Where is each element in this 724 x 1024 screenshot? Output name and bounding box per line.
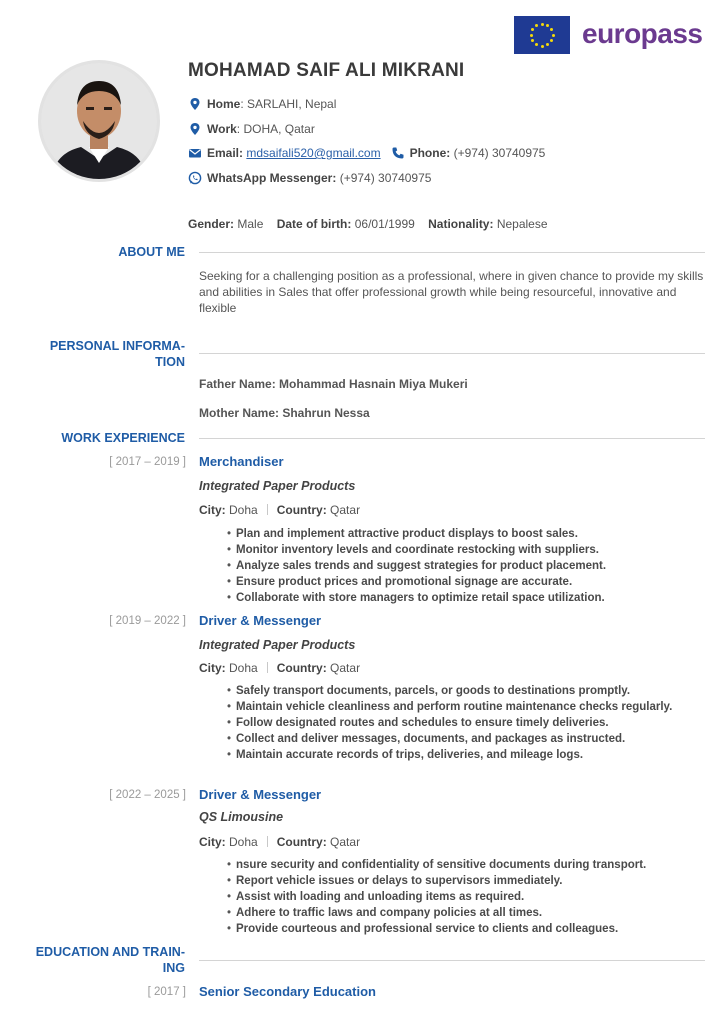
email-label: Email: (207, 146, 244, 160)
home-label: Home (207, 97, 241, 111)
location-pin-icon (188, 122, 202, 136)
email-link[interactable]: mdsaifali520@gmail.com (246, 146, 381, 160)
section-title-education-line1: EDUCATION AND TRAIN- (35, 945, 185, 959)
email-icon (188, 146, 202, 160)
section-divider (199, 252, 705, 253)
country-value: Qatar (330, 661, 361, 675)
location-separator (267, 662, 268, 673)
dob-label: Date of birth: (276, 217, 352, 231)
whatsapp-line (188, 171, 431, 185)
country-label: Country: (276, 503, 327, 517)
job-title: Driver & Messenger (199, 613, 322, 628)
city-label: City: (199, 503, 226, 517)
location-separator (267, 836, 268, 847)
country-value: Qatar (330, 503, 361, 517)
whatsapp-label: WhatsApp Messenger: (207, 171, 337, 185)
phone-icon (391, 146, 405, 160)
europass-logo-text: europass (582, 18, 703, 49)
country-label: Country: (276, 835, 327, 849)
duty-item: • Monitor inventory levels and coordinate restocking with suppliers. (227, 542, 707, 558)
whatsapp-value: (+974) 30740975 (339, 171, 432, 185)
home-address (188, 97, 336, 111)
work-label: Work (207, 122, 237, 136)
eu-star-icon (531, 39, 534, 42)
phone-value: (+974) 30740975 (453, 146, 546, 160)
mother-name: Mother Name: Shahrun Nessa (199, 406, 370, 420)
section-title-personal (0, 338, 185, 370)
nationality-value: Nepalese (496, 217, 548, 231)
duty-item: • Assist with loading and unloading items as required. (227, 889, 707, 905)
section-title-personal-line2: TION (155, 355, 185, 369)
duty-item: • Maintain accurate records of trips, deliveries, and mileage logs. (227, 747, 707, 763)
section-title-work: WORK EXPERIENCE (61, 431, 185, 445)
duty-item: • nsure security and confidentiality of sensitive documents during transport. (227, 857, 707, 873)
phone-label: Phone: (409, 146, 451, 160)
profile-photo (38, 60, 160, 182)
duty-item: • Analyze sales trends and suggest strategies for product placement. (227, 558, 707, 574)
eu-star-icon (535, 24, 538, 27)
candidate-name: MOHAMAD SAIF ALI MIKRANI (188, 60, 465, 81)
eu-star-icon (535, 43, 538, 46)
city-value: Doha (229, 661, 258, 675)
duty-item: • Provide courteous and professional service to clients and colleagues. (227, 921, 707, 937)
eu-star-icon (531, 28, 534, 31)
country-value: Qatar (330, 835, 361, 849)
job-duties (227, 857, 707, 937)
duty-item: • Report vehicle issues or delays to supervisors immediately. (227, 873, 707, 889)
section-title-personal-line1: PERSONAL INFORMA- (49, 339, 185, 353)
job-location (199, 835, 360, 849)
demographics-line (188, 217, 548, 231)
duty-item: • Ensure product prices and promotional signage are accurate. (227, 574, 707, 590)
city-value: Doha (229, 835, 258, 849)
section-title-about: ABOUT ME (118, 245, 185, 259)
section-title-education (0, 944, 185, 976)
city-label: City: (199, 661, 226, 675)
job-company: QS Limousine (199, 810, 284, 824)
eu-flag-logo (514, 16, 570, 54)
job-location (199, 661, 360, 675)
city-label: City: (199, 835, 226, 849)
education-title: Senior Secondary Education (199, 984, 376, 999)
duty-item: • Maintain vehicle cleanliness and perform routine maintenance checks regularly. (227, 699, 707, 715)
duty-item: • Safely transport documents, parcels, or goods to destinations promptly. (227, 683, 707, 699)
contact-line (188, 146, 545, 160)
job-duties (227, 526, 707, 606)
work-address (188, 122, 315, 136)
job-date: [ 2022 – 2025 ] (109, 789, 186, 801)
job-title: Merchandiser (199, 454, 284, 469)
section-divider (199, 438, 705, 439)
city-value: Doha (229, 503, 258, 517)
work-value: : DOHA, Qatar (236, 122, 315, 136)
eu-star-icon (541, 45, 544, 48)
job-duties (227, 683, 707, 763)
job-title: Driver & Messenger (199, 787, 322, 802)
gender-value: Male (237, 217, 264, 231)
duty-item: • Collaborate with store managers to optimize retail space utilization. (227, 590, 707, 606)
father-name: Father Name: Mohammad Hasnain Miya Mukeri (199, 377, 468, 391)
nationality-label: Nationality: (428, 217, 494, 231)
eu-star-icon (530, 34, 533, 37)
eu-star-icon (550, 28, 553, 31)
location-separator (267, 504, 268, 515)
eu-star-icon (546, 43, 549, 46)
section-divider (199, 960, 705, 961)
duty-item: • Plan and implement attractive product displays to boost sales. (227, 526, 707, 542)
job-date: [ 2017 – 2019 ] (109, 456, 186, 468)
about-text: Seeking for a challenging position as a professional, where in given chance to provide my skills and abilities in Sales that offer professional growth while being resourceful, innovative and flexible (199, 269, 704, 315)
section-divider (199, 353, 705, 354)
duty-item: • Collect and deliver messages, documents, and packages as instructed. (227, 731, 707, 747)
section-title-education-line2: ING (162, 961, 185, 975)
dob-value: 06/01/1999 (354, 217, 415, 231)
eu-star-icon (552, 34, 555, 37)
education-date: [ 2017 ] (147, 986, 186, 998)
whatsapp-icon (188, 171, 202, 185)
location-pin-icon (188, 97, 202, 111)
job-location (199, 503, 360, 517)
eu-star-icon (550, 39, 553, 42)
job-company: Integrated Paper Products (199, 479, 356, 493)
duty-item: • Adhere to traffic laws and company policies at all times. (227, 905, 707, 921)
eu-star-icon (541, 23, 544, 26)
job-date: [ 2019 – 2022 ] (109, 615, 186, 627)
home-value: : SARLAHI, Nepal (240, 97, 337, 111)
job-company: Integrated Paper Products (199, 638, 356, 652)
gender-label: Gender: (188, 217, 235, 231)
eu-star-icon (546, 24, 549, 27)
duty-item: • Follow designated routes and schedules to ensure timely deliveries. (227, 715, 707, 731)
country-label: Country: (276, 661, 327, 675)
